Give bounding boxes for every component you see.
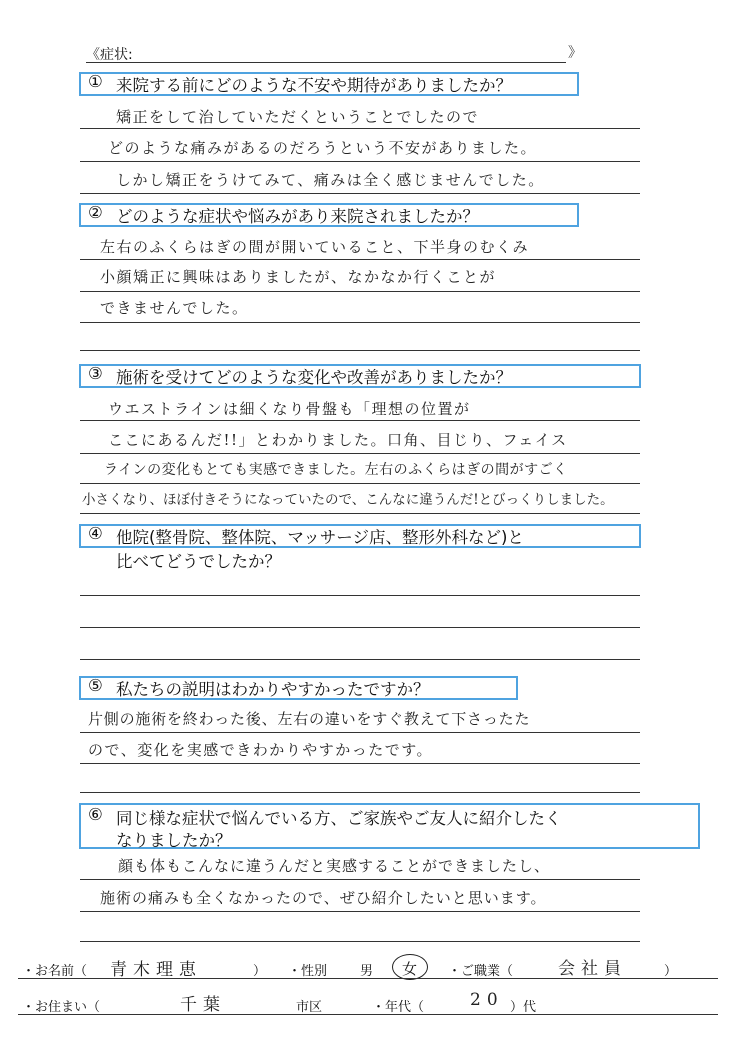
age-label: ・年代（ (372, 1000, 425, 1015)
address-suffix: 市区 (296, 1000, 323, 1015)
question-number-4: ④ (88, 524, 103, 543)
answer-2-line-3: できませんでした。 (100, 299, 249, 317)
gender-male: 男 (360, 964, 374, 979)
footer-rule (18, 978, 718, 979)
answer-rule (80, 128, 640, 129)
occupation-value: 会社員 (558, 959, 627, 979)
question-text-5: 私たちの説明はわかりやすかったですか？ (116, 680, 430, 699)
answer-3-line-4: 小さくなり、ほぼ付きそうになっていたので、こんなに違うんだ!とびっくりしました。 (82, 492, 614, 508)
symptom-rule (86, 62, 566, 63)
question-text-6-line-2: なりましたか？ (116, 831, 232, 850)
age-value: 20 (470, 990, 504, 1010)
occupation-label: ・ご職業（ (448, 964, 514, 979)
answer-rule (80, 161, 640, 162)
answer-rule (80, 420, 640, 421)
answer-rule (80, 322, 640, 323)
question-text-3: 施術を受けてどのような変化や改善がありましたか？ (116, 368, 512, 387)
answer-rule (80, 483, 640, 484)
answer-rule (80, 911, 640, 912)
answer-rule (80, 259, 640, 260)
answer-rule (80, 792, 640, 793)
gender-label: ・性別 (288, 964, 328, 979)
symptom-close: 》 (568, 45, 582, 61)
answer-rule (80, 350, 640, 351)
question-number-3: ③ (88, 364, 103, 383)
answer-rule (80, 941, 640, 942)
name-close: ） (253, 964, 267, 979)
question-number-6: ⑥ (88, 805, 103, 824)
answer-3-line-1: ウエストラインは細くなり骨盤も「理想の位置が (108, 400, 471, 418)
name-value: 青木理恵 (110, 960, 202, 980)
answer-rule (80, 763, 640, 764)
answer-5-line-1: 片側の施術を終わった後、左右の違いをすぐ教えて下さったた (88, 710, 531, 728)
answer-rule (80, 193, 640, 194)
question-text-2: どのような症状や悩みがあり来院されましたか？ (116, 207, 479, 226)
occupation-close: ） (664, 964, 678, 979)
address-value: 千葉 (180, 995, 226, 1015)
symptom-label: 《症状: (86, 47, 133, 63)
answer-rule (80, 453, 640, 454)
answer-6-line-2: 施術の痛みも全くなかったので、ぜひ紹介したいと思います。 (100, 889, 547, 907)
question-text-4-line-2: 比べてどうでしたか？ (116, 552, 281, 571)
footer-rule (18, 1014, 718, 1015)
question-number-2: ② (88, 203, 103, 222)
answer-rule (80, 659, 640, 660)
answer-1-line-2: どのような痛みがあるのだろうという不安がありました。 (108, 139, 538, 157)
answer-2-line-2: 小顔矯正に興味はありましたが、なかなか行くことが (100, 268, 497, 286)
answer-rule (80, 595, 640, 596)
answer-5-line-2: ので、変化を実感できわかりやすかったです。 (88, 741, 434, 759)
answer-rule (80, 879, 640, 880)
answer-1-line-1: 矯正をして治していただくということでしたので (116, 108, 480, 126)
question-text-6: 同じ様な症状で悩んでいる方、ご家族やご友人に紹介したく (116, 809, 562, 828)
question-text-1: 来院する前にどのような不安や期待がありましたか？ (116, 76, 512, 95)
question-number-5: ⑤ (88, 676, 103, 695)
answer-rule (80, 291, 640, 292)
answer-rule (80, 627, 640, 628)
question-text-4: 他院(整骨院、整体院、マッサージ店、整形外科など)と (116, 528, 524, 547)
gender-female: 女 (402, 960, 418, 978)
question-number-1: ① (88, 72, 103, 91)
answer-1-line-3: しかし矯正をうけてみて、痛みは全く感じませんでした。 (116, 171, 545, 189)
answer-3-line-2: ここにあるんだ!!」とわかりました。口角、目じり、フェイス (108, 431, 568, 449)
answer-2-line-1: 左右のふくらはぎの間が開いていること、下半身のむくみ (100, 238, 530, 256)
age-close: ）代 (510, 1000, 537, 1015)
address-label: ・お住まい（ (22, 1000, 101, 1015)
answer-3-line-3: ラインの変化もとても実感できました。左右のふくらはぎの間がすごく (104, 462, 568, 478)
name-label: ・お名前（ (22, 964, 88, 979)
answer-rule (80, 732, 640, 733)
answer-rule (80, 513, 640, 514)
answer-6-line-1: 顔も体もこんなに違うんだと実感することができましたし、 (118, 857, 551, 875)
